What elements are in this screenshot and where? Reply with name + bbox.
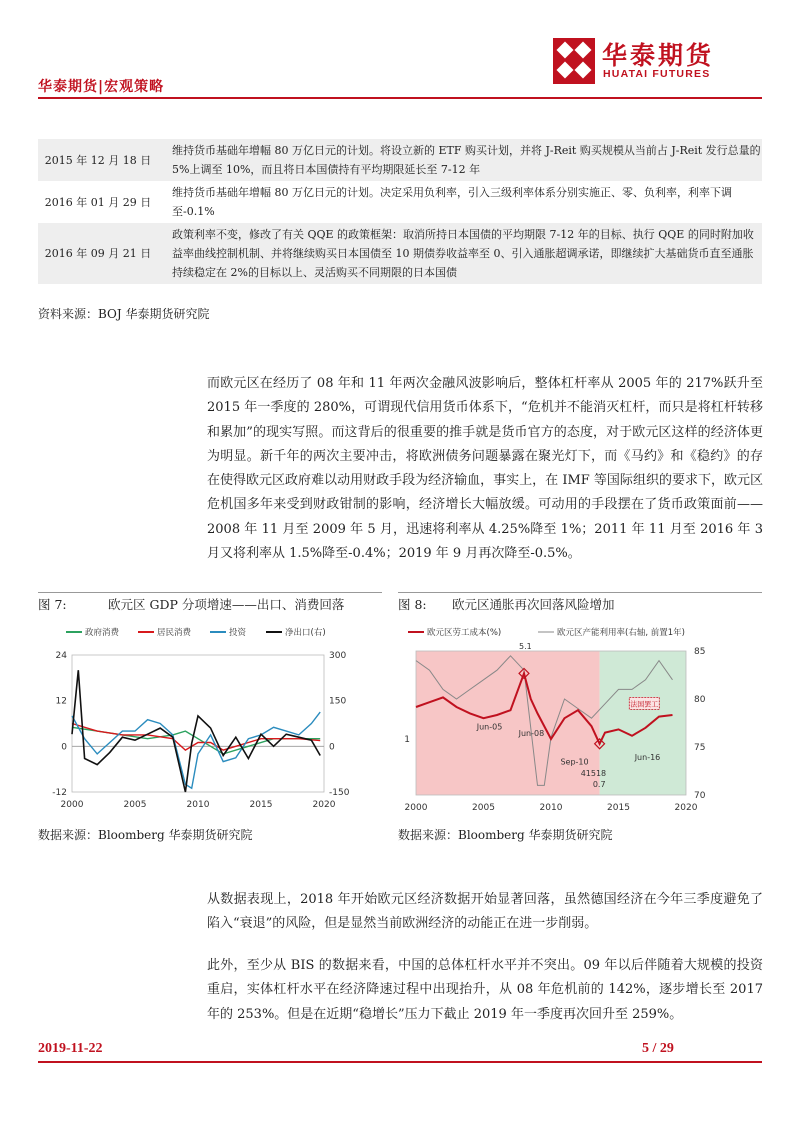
- legend-label: 政府消费: [85, 628, 120, 638]
- series-line-1: [72, 727, 320, 754]
- header-title: 华泰期货|宏观策略: [38, 79, 165, 95]
- page-number: 5 / 29: [642, 1041, 674, 1056]
- body-paragraph: 此外，至少从 BIS 的数据来看，中国的总体杠杆水平并不突出。09 年以后伴随着大规模的投资重启，实体杠杆水平在经济降速过程中出现抬升，从 08 年危机前的 142%，逐步增长至 2017 年的 253%。但是在近期“稳增长”压力下截止 2019 年一季度再次回升至 259%。: [207, 958, 763, 1022]
- policy-table: [38, 139, 762, 284]
- y-right-tick-label: 80: [694, 695, 706, 705]
- table-cell-date: 2016 年 09 月 21 日: [38, 223, 158, 284]
- logo-text-cn: 华泰期货: [602, 41, 715, 70]
- x-tick-label: 2015: [249, 800, 273, 810]
- y-left-tick-label: -12: [52, 788, 67, 798]
- figure-7-label: 图 7:: [38, 597, 67, 612]
- y-right-tick-label: -150: [329, 788, 350, 798]
- annotation-label: Sep-10: [560, 757, 589, 767]
- series-line-4: [72, 670, 320, 792]
- figure-8-label: 图 8:: [398, 597, 427, 612]
- y-left-tick-label: 0: [61, 742, 67, 753]
- footer-rule: [38, 1061, 762, 1063]
- figure-8-title: 欧元区通胀再次回落风险增加: [452, 597, 615, 612]
- table-source: 资料来源：BOJ 华泰期货研究院: [38, 307, 210, 321]
- y-left-tick-label: 1: [404, 735, 410, 745]
- legend-label: 居民消费: [157, 628, 192, 638]
- logo-text-en: HUATAI FUTURES: [603, 68, 711, 80]
- annotation-label: Jun-08: [518, 728, 545, 738]
- table-row: [38, 139, 762, 181]
- y-right-tick-label: 70: [694, 791, 706, 801]
- table-cell-date: 2015 年 12 月 18 日: [38, 139, 158, 181]
- plot-frame: [72, 655, 324, 792]
- x-tick-label: 2020: [674, 803, 698, 813]
- table-cell-date: 2016 年 01 月 29 日: [44, 195, 152, 209]
- annotation-label: 0.7: [592, 780, 606, 789]
- table-cell-text: 维持货币基础年增幅 80 万亿日元的计划。将设立新的 ETF 购买计划，并将 J-Reit 购买规模从当前占 J-Reit 发行总量的 5%上调至 10%，而且将日本国债持有平均期限延长至 7-12 年: [158, 139, 762, 181]
- legend-label: 投资: [229, 628, 247, 638]
- x-tick-label: 2005: [123, 800, 147, 810]
- x-tick-label: 2010: [186, 800, 210, 810]
- header-rule: [38, 97, 762, 99]
- x-tick-label: 2020: [312, 800, 336, 810]
- figure-7-source: 数据来源：Bloomberg 华泰期货研究院: [38, 828, 253, 842]
- table-row: [38, 223, 762, 284]
- y-left-tick-label: 24: [55, 651, 67, 661]
- body-paragraph: 从数据表现上，2018 年开始欧元区经济数据开始显著回落，虽然德国经济在今年三季度避免了陷入“衰退”的风险，但是显然当前欧洲经济的动能正在进一步削弱。: [207, 892, 763, 932]
- annotation-label: 41518: [580, 768, 607, 778]
- figure-8-source: 数据来源：Bloomberg 华泰期货研究院: [398, 828, 613, 842]
- body-paragraph: 而欧元区在经历了 08 年和 11 年两次金融风波影响后，整体杠杆率从 2005 年的 217%跃升至 2015 年一季度的 280%，可谓现代信用货币体系下，“危机并不能消灭杠杆，而只是将杠杆转移和累加”的现实写照。而这背后的很重要的推手就是货币官方的态度，对于欧元区这样的经济体更为明显。新千年的两次主要冲击，将欧洲债务问题暴露在聚光灯下，而《马约》和《稳约》的存在使得欧元区政府难以动用财政手段为经济输血，事实上，在 IMF 等国际组织的要求下，欧元区危机国多年来受到财政钳制的影响，经济增长大幅放缓。可动用的手段摆在了货币政策面前——2008 年 11 月至 2009 年 5 月，迅速将利率从 4.25%降至 1%；2011 年 11 月至 2016 年 3 月又将利率从 1.5%降至-0.4%；2019 年 9 月再次降至-0.5%。: [207, 376, 763, 562]
- y-right-tick-label: 150: [329, 696, 347, 707]
- y-right-tick-label: 75: [694, 743, 706, 753]
- figure-rule: [398, 592, 762, 593]
- table-row: [38, 181, 762, 223]
- y-right-tick-label: 85: [694, 647, 706, 657]
- annotation-label: Jun-16: [634, 752, 661, 762]
- x-tick-label: 2015: [607, 803, 630, 813]
- figure-7-title: 欧元区 GDP 分项增速——出口、消费回落: [108, 597, 345, 612]
- legend-label: 欧元区劳工成本(%): [427, 628, 502, 638]
- shaded-region-1: [416, 651, 600, 795]
- y-right-tick-label: 300: [329, 651, 347, 661]
- x-tick-label: 2000: [60, 800, 84, 810]
- figure-rule: [38, 592, 382, 593]
- y-right-tick-label: 0: [329, 742, 335, 753]
- y-left-tick-label: 12: [55, 696, 67, 707]
- legend-label: 净出口(右): [285, 628, 326, 638]
- inflation-risk-chart: [398, 615, 762, 820]
- footer-date: 2019-11-22: [38, 1041, 103, 1056]
- x-tick-label: 2010: [539, 803, 563, 813]
- x-tick-label: 2005: [472, 803, 495, 813]
- table-cell-text: 维持货币基础年增幅 80 万亿日元的计划。决定采用负利率，引入三级利率体系分别实施正、零、负利率，利率下调至-0.1%: [172, 186, 732, 218]
- annotation-label: 5.1: [519, 642, 532, 651]
- gdp-components-chart: [38, 615, 382, 820]
- legend-label: 欧元区产能利用率(右轴, 前置1年): [557, 628, 685, 638]
- huatai-logo-icon: [553, 38, 595, 84]
- annotation-label: 法国罢工: [630, 700, 659, 709]
- x-tick-label: 2000: [404, 803, 428, 813]
- shaded-region-2: [600, 651, 686, 795]
- annotation-label: Jun-05: [476, 722, 503, 732]
- table-cell-text: 政策利率不变，修改了有关 QQE 的政策框架：取消所持日本国债的平均期限 7-12 年的目标、执行 QQE 的同时附加收益率曲线控制机制、并将继续购买日本国债至 10 期债券收益率至 0、引入通胀超调承诺，即继续扩大基础货币直至通胀持续稳定在 2%的目标以上、灵活购买不同期限的日本国债: [158, 223, 762, 284]
